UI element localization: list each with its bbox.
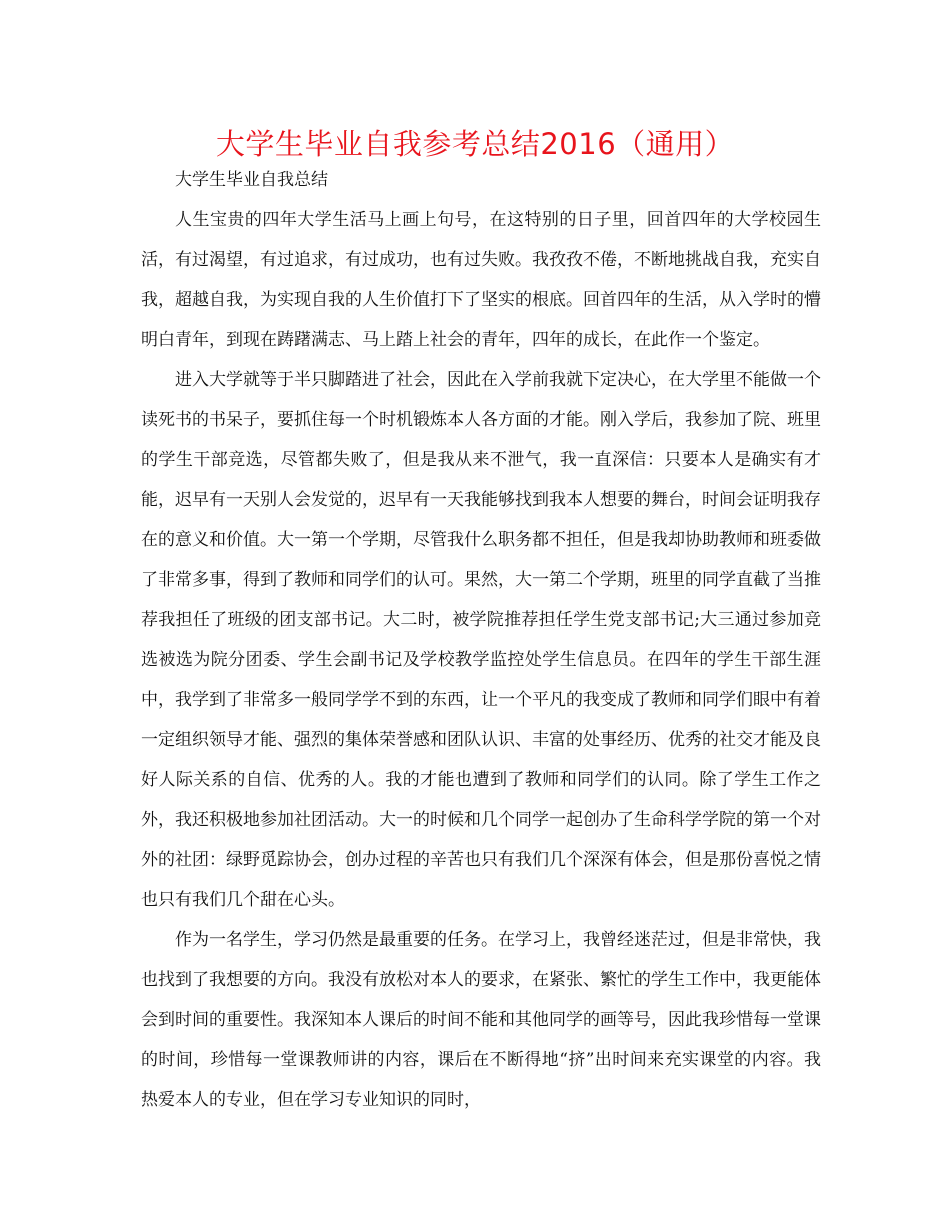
document-body bbox=[141, 160, 821, 1120]
paragraph-2: 进入大学就等于半只脚踏进了社会，因此在入学前我就下定决心，在大学里不能做一个读死书的书呆子，要抓住每一个时机锻炼本人各方面的才能。刚入学后，我参加了院、班里的学生干部竞选，尽管都失败了，但是我从来不泄气，我一直深信：只要本人是确实有才能，迟早有一天别人会发觉的，迟早有一天我能够找到我本人想要的舞台，时间会证明我存在的意义和价值。大一第一个学期，尽管我什么职务都不担任，但是我却协助教师和班委做了非常多事，得到了教师和同学们的认可。果然，大一第二个学期，班里的同学直截了当推荐我担任了班级的团支部书记。大二时，被学院推荐担任学生党支部书记;大三通过参加竞选被选为院分团委、学生会副书记及学校教学监控处学生信息员。在四年的学生干部生涯中，我学到了非常多一般同学学不到的东西，让一个平凡的我变成了教师和同学们眼中有着一定组织领导才能、强烈的集体荣誉感和团队认识、丰富的处事经历、优秀的社交才能及良好人际关系的自信、优秀的人。我的才能也遭到了教师和同学们的认同。除了学生工作之外，我还积极地参加社团活动。大一的时候和几个同学一起创办了生命科学学院的第一个对外的社团：绿野觅踪协会，创办过程的辛苦也只有我们几个深深有体会，但是那份喜悦之情也只有我们几个甜在心头。 bbox=[141, 370, 821, 910]
paragraph-1: 人生宝贵的四年大学生活马上画上句号，在这特别的日子里，回首四年的大学校园生活，有过渴望，有过追求，有过成功，也有过失败。我孜孜不倦，不断地挑战自我，充实自我，超越自我，为实现自我的人生价值打下了坚实的根底。回首四年的生活，从入学时的懵明白青年，到现在踌躇满志、马上踏上社会的青年，四年的成长，在此作一个鉴定。 bbox=[141, 210, 821, 350]
paragraph-3: 作为一名学生，学习仍然是最重要的任务。在学习上，我曾经迷茫过，但是非常快，我也找到了我想要的方向。我没有放松对本人的要求，在紧张、繁忙的学生工作中，我更能体会到时间的重要性。我深知本人课后的时间不能和其他同学的画等号，因此我珍惜每一堂课的时间，珍惜每一堂课教师讲的内容，课后在不断得地“挤”出时间来充实课堂的内容。我热爱本人的专业，但在学习专业知识的同时， bbox=[141, 930, 821, 1110]
document-subtitle: 大学生毕业自我总结 bbox=[175, 170, 328, 190]
document-title: 大学生毕业自我参考总结2016（通用） bbox=[215, 127, 735, 161]
